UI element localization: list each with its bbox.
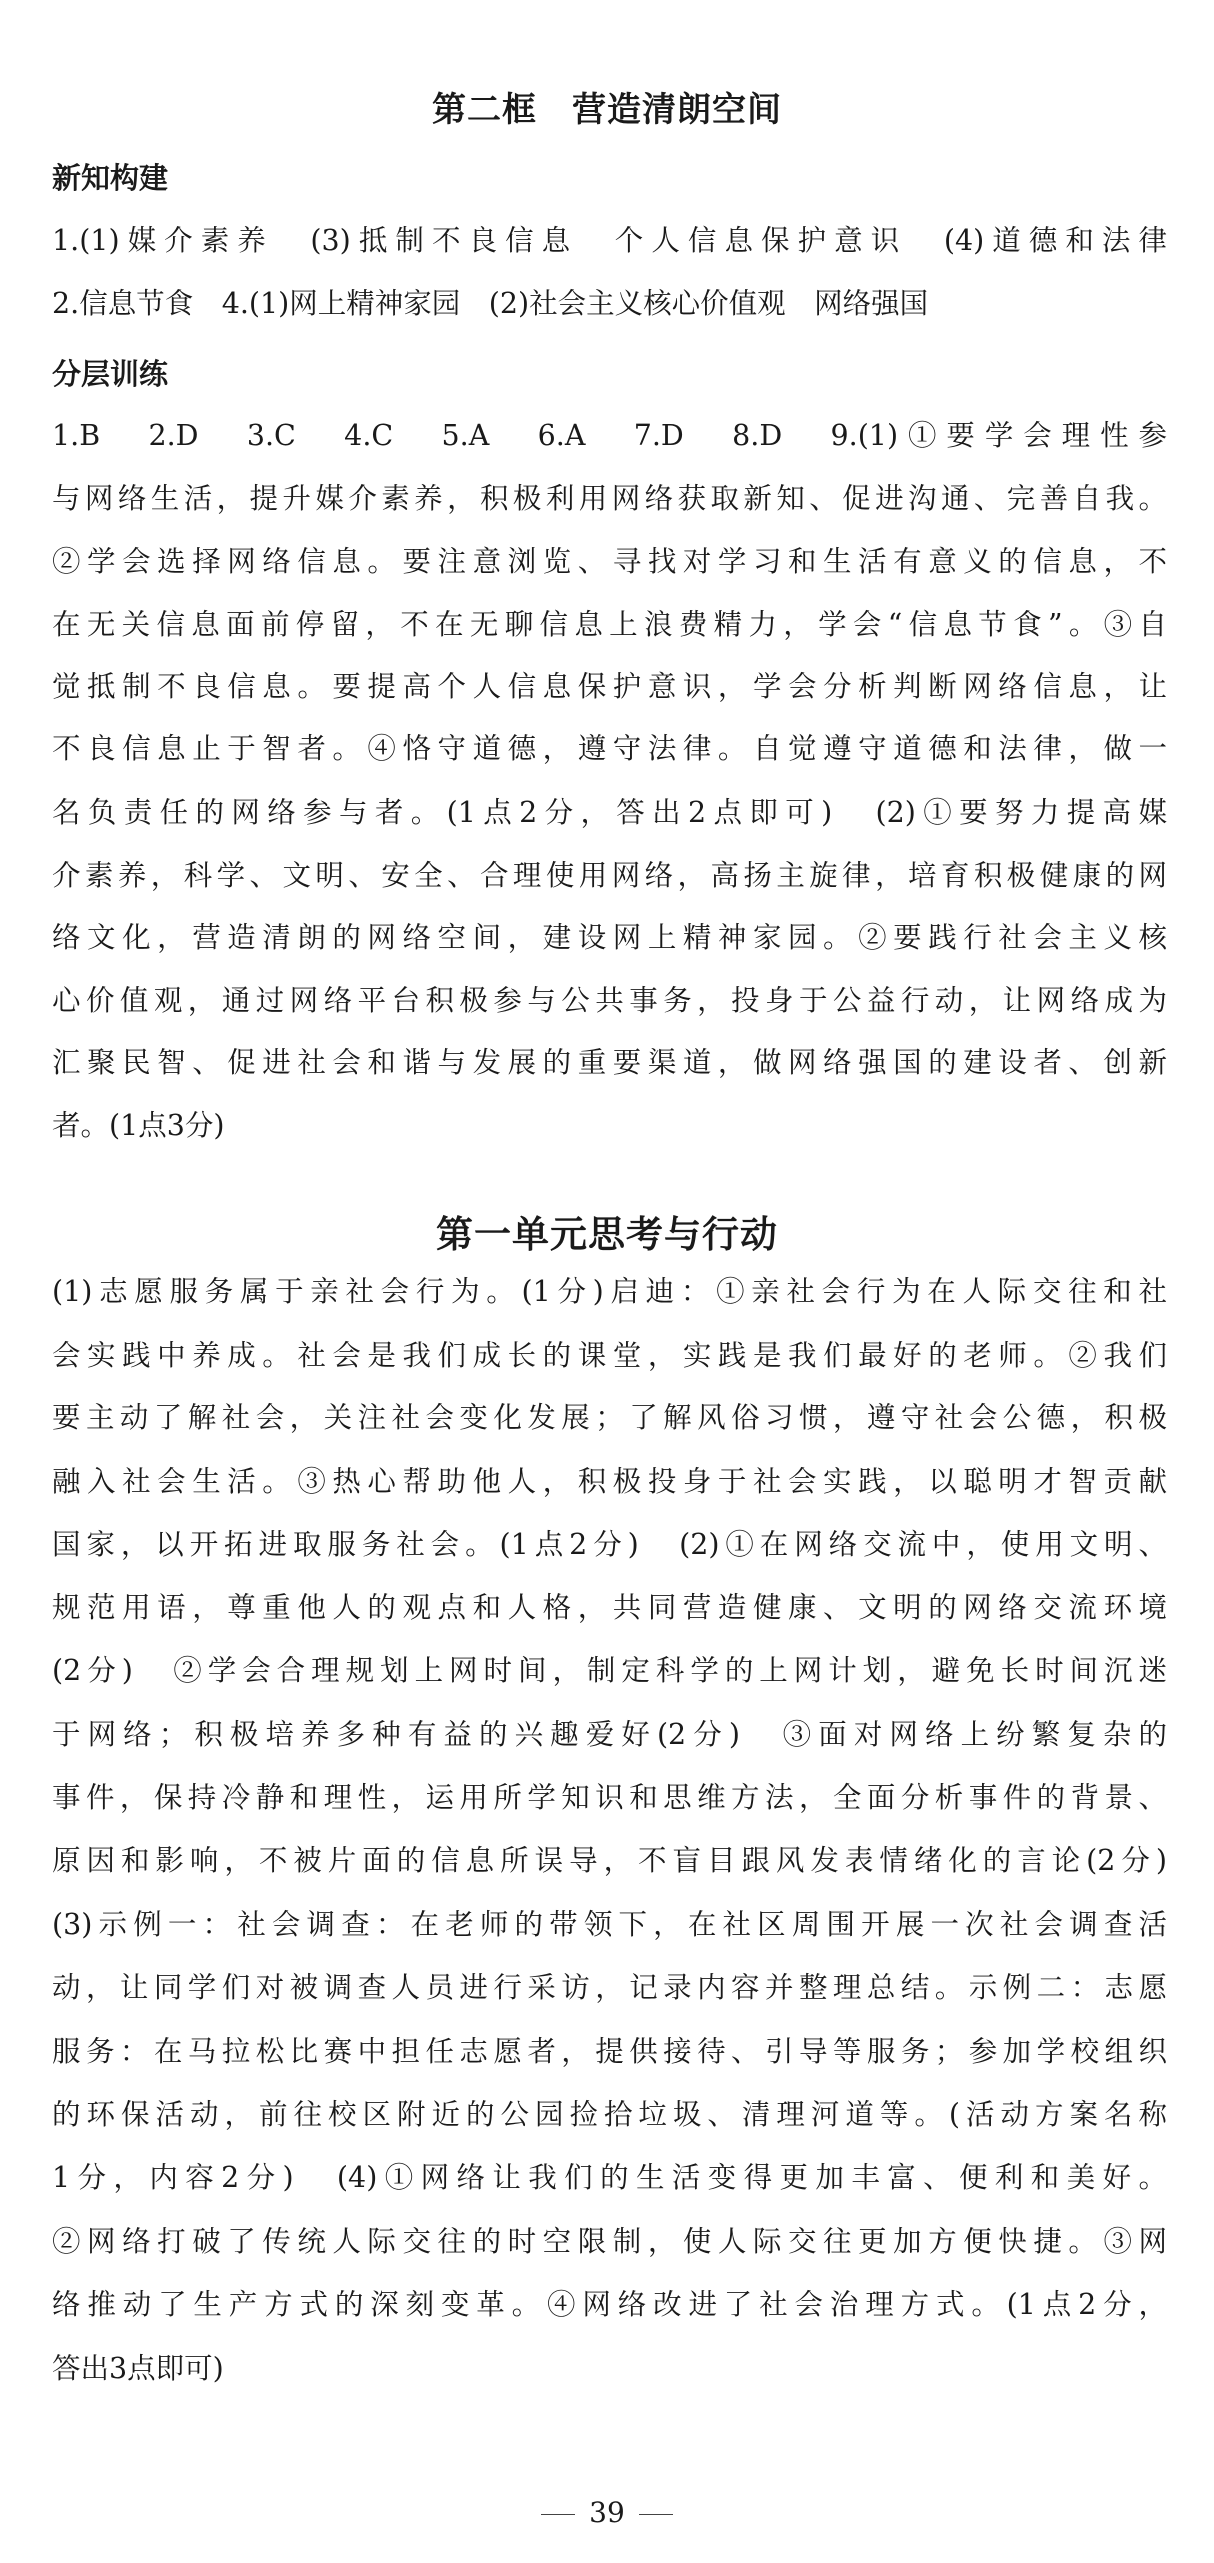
unit-line: (1)志愿服务属于亲社会行为。(1分)启迪：①亲社会行为在人际交往和社: [52, 1275, 1167, 1308]
practice-line: 不良信息止于智者。④恪守道德，遵守法律。自觉遵守道德和法律，做一: [52, 732, 1167, 765]
unit-line: 国家，以开拓进取服务社会。(1点2分) (2)①在网络交流中，使用文明、: [52, 1528, 1167, 1561]
unit-line: 答出3点即可): [52, 2352, 224, 2385]
dash-right: [639, 2514, 673, 2515]
unit-line: (3)示例一：社会调查：在老师的带领下，在社区周围开展一次社会调查活: [52, 1908, 1167, 1941]
practice-line: ②学会选择网络信息。要注意浏览、寻找对学习和生活有意义的信息，不: [52, 545, 1167, 578]
unit-line: ②网络打破了传统人际交往的时空限制，使人际交往更加方便快捷。③网: [52, 2225, 1167, 2258]
lesson-title: 第二框 营造清朗空间: [432, 90, 782, 130]
practice-line: 名负责任的网络参与者。(1点2分，答出2点即可) (2)①要努力提高媒: [52, 796, 1167, 829]
practice-line: 汇聚民智、促进社会和谐与发展的重要渠道，做网络强国的建设者、创新: [52, 1046, 1167, 1079]
new-knowledge-line: 2.信息节食 4.(1)网上精神家园 (2)社会主义核心价值观 网络强国: [52, 287, 929, 320]
unit-line: 要主动了解社会，关注社会变化发展；了解风俗习惯，遵守社会公德，积极: [52, 1401, 1167, 1434]
unit-line: 事件，保持冷静和理性，运用所学知识和思维方法，全面分析事件的背景、: [52, 1781, 1167, 1814]
unit-line: 的环保活动，前往校区附近的公园捡拾垃圾、清理河道等。(活动方案名称: [52, 2098, 1167, 2131]
practice-line: 心价值观，通过网络平台积极参与公共事务，投身于公益行动，让网络成为: [52, 984, 1167, 1017]
page-footer: [0, 2496, 1214, 2529]
new-knowledge-heading: 新知构建: [52, 161, 169, 195]
practice-line: 在无关信息面前停留，不在无聊信息上浪费精力，学会“信息节食”。③自: [52, 608, 1167, 641]
unit-line: 会实践中养成。社会是我们成长的课堂，实践是我们最好的老师。②我们: [52, 1339, 1167, 1372]
unit-line: 融入社会生活。③热心帮助他人，积极投身于社会实践，以聪明才智贡献: [52, 1465, 1167, 1498]
unit-line: 规范用语，尊重他人的观点和人格，共同营造健康、文明的网络交流环境: [52, 1591, 1167, 1624]
practice-line: 与网络生活，提升媒介素养，积极利用网络获取新知、促进沟通、完善自我。: [52, 482, 1167, 515]
dash-left: [541, 2514, 575, 2515]
unit-title: 第一单元思考与行动: [436, 1213, 778, 1256]
practice-heading: 分层训练: [52, 357, 169, 391]
unit-line: (2分) ②学会合理规划上网时间，制定科学的上网计划，避免长时间沉迷: [52, 1654, 1167, 1687]
practice-line: 者。(1点3分): [52, 1109, 225, 1142]
unit-line: 原因和影响，不被片面的信息所误导，不盲目跟风发表情绪化的言论(2分): [52, 1844, 1167, 1877]
unit-line: 服务：在马拉松比赛中担任志愿者，提供接待、引导等服务；参加学校组织: [52, 2035, 1167, 2068]
unit-line: 1分，内容2分) (4)①网络让我们的生活变得更加丰富、便利和美好。: [52, 2161, 1167, 2194]
unit-line: 于网络；积极培养多种有益的兴趣爱好(2分) ③面对网络上纷繁复杂的: [52, 1718, 1167, 1751]
unit-line: 络推动了生产方式的深刻变革。④网络改进了社会治理方式。(1点2分，: [52, 2288, 1167, 2321]
new-knowledge-line: 1.(1)媒介素养 (3)抵制不良信息 个人信息保护意识 (4)道德和法律: [52, 224, 1167, 257]
practice-line: 介素养，科学、文明、安全、合理使用网络，高扬主旋律，培育积极健康的网: [52, 859, 1167, 892]
page-number: 39: [589, 2496, 625, 2529]
practice-line: 觉抵制不良信息。要提高个人信息保护意识，学会分析判断网络信息，让: [52, 670, 1167, 703]
unit-line: 动，让同学们对被调查人员进行采访，记录内容并整理总结。示例二：志愿: [52, 1971, 1167, 2004]
practice-line: 1.B 2.D 3.C 4.C 5.A 6.A 7.D 8.D 9.(1)①要学会理性参: [52, 419, 1167, 452]
practice-line: 络文化，营造清朗的网络空间，建设网上精神家园。②要践行社会主义核: [52, 921, 1167, 954]
